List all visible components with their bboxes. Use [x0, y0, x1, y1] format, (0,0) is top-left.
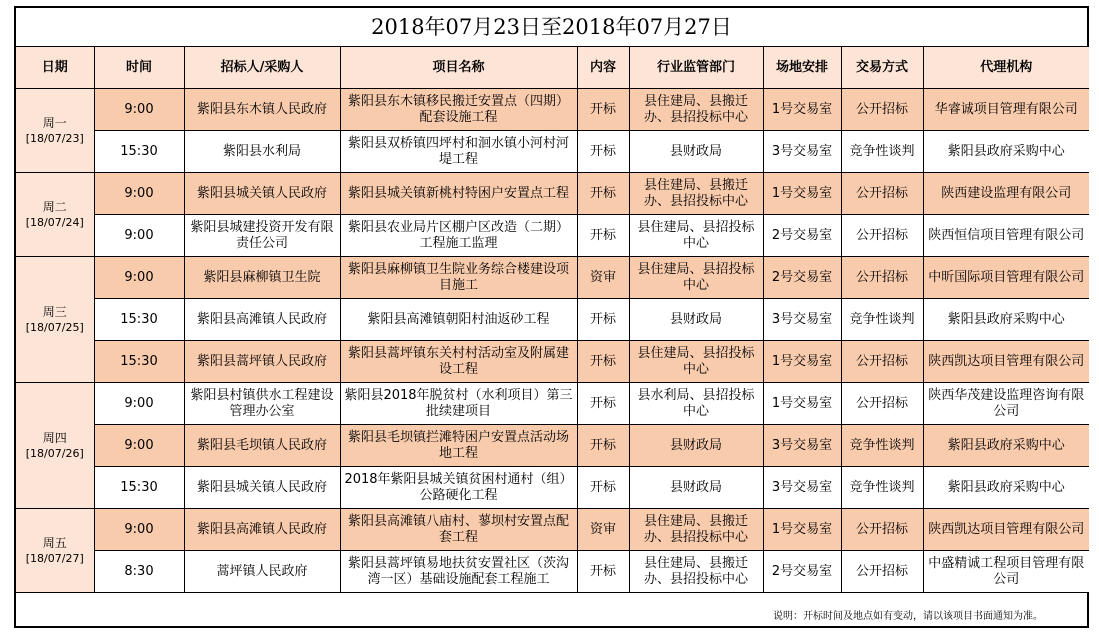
agent-cell: 陕西凯达项目管理有限公司 [923, 509, 1089, 551]
project-cell: 紫阳县农业局片区棚户区改造（二期）工程施工监理 [340, 215, 577, 257]
time-cell: 9:00 [94, 257, 184, 299]
table-row [16, 509, 1089, 551]
venue-cell: 1号交易室 [763, 509, 841, 551]
dept-cell: 县住建局、县搬迁办、县招投标中心 [629, 551, 763, 593]
dept-cell: 县住建局、县搬迁办、县招投标中心 [629, 89, 763, 131]
content-cell: 开标 [577, 341, 629, 383]
project-cell: 紫阳县城关镇新桃村特困户安置点工程 [340, 173, 577, 215]
time-cell: 9:00 [94, 173, 184, 215]
agent-cell: 陕西建设监理有限公司 [923, 173, 1089, 215]
table-row [16, 425, 1089, 467]
table-row [16, 215, 1089, 257]
project-cell: 紫阳县2018年脱贫村（水利项目）第三批续建项目 [340, 383, 577, 425]
project-cell: 紫阳县毛坝镇拦滩特困户安置点活动场地工程 [340, 425, 577, 467]
method-cell: 公开招标 [841, 173, 923, 215]
time-cell: 8:30 [94, 551, 184, 593]
header-project: 项目名称 [340, 47, 577, 89]
content-cell: 开标 [577, 425, 629, 467]
venue-cell: 3号交易室 [763, 425, 841, 467]
table-row [16, 299, 1089, 341]
method-cell: 公开招标 [841, 215, 923, 257]
content-cell: 开标 [577, 215, 629, 257]
table-row [16, 89, 1089, 131]
time-cell: 9:00 [94, 89, 184, 131]
table-row [16, 383, 1089, 425]
dept-cell: 县财政局 [629, 467, 763, 509]
agent-cell: 紫阳县政府采购中心 [923, 467, 1089, 509]
tenderer-cell: 紫阳县高滩镇人民政府 [184, 509, 340, 551]
method-cell: 公开招标 [841, 89, 923, 131]
dept-cell: 县住建局、县搬迁办、县招投标中心 [629, 173, 763, 215]
tenderer-cell: 紫阳县城建投资开发有限责任公司 [184, 215, 340, 257]
content-cell: 开标 [577, 131, 629, 173]
agent-cell: 紫阳县政府采购中心 [923, 299, 1089, 341]
tenderer-cell: 紫阳县麻柳镇卫生院 [184, 257, 340, 299]
table-row [16, 551, 1089, 593]
tenderer-cell: 蒿坪镇人民政府 [184, 551, 340, 593]
header-time: 时间 [94, 47, 184, 89]
venue-cell: 3号交易室 [763, 299, 841, 341]
content-cell: 开标 [577, 89, 629, 131]
dept-cell: 县财政局 [629, 131, 763, 173]
tenderer-cell: 紫阳县毛坝镇人民政府 [184, 425, 340, 467]
method-cell: 竞争性谈判 [841, 425, 923, 467]
header-tenderer: 招标人/采购人 [184, 47, 340, 89]
time-cell: 9:00 [94, 383, 184, 425]
project-cell: 紫阳县高滩镇八庙村、蓼坝村安置点配套工程 [340, 509, 577, 551]
agent-cell: 中昕国际项目管理有限公司 [923, 257, 1089, 299]
tenderer-cell: 紫阳县东木镇人民政府 [184, 89, 340, 131]
agent-cell: 陕西恒信项目管理有限公司 [923, 215, 1089, 257]
content-cell: 资审 [577, 509, 629, 551]
header-content: 内容 [577, 47, 629, 89]
day-cell: 周五 [18/07/27] [16, 509, 94, 593]
method-cell: 竞争性谈判 [841, 299, 923, 341]
tenderer-cell: 紫阳县蒿坪镇人民政府 [184, 341, 340, 383]
table-row [16, 467, 1089, 509]
day-cell: 周二 [18/07/24] [16, 173, 94, 257]
project-cell: 紫阳县蒿坪镇东关村村活动室及附属建设工程 [340, 341, 577, 383]
note-text: 说明：开标时间及地点如有变动，请以该项目书面通知为准。 [773, 611, 1043, 622]
agent-cell: 中盛精诚工程项目管理有限公司 [923, 551, 1089, 593]
footer-note [16, 593, 1087, 630]
venue-cell: 2号交易室 [763, 215, 841, 257]
venue-cell: 2号交易室 [763, 551, 841, 593]
time-cell: 9:00 [94, 215, 184, 257]
content-cell: 开标 [577, 551, 629, 593]
dept-cell: 县财政局 [629, 299, 763, 341]
header-dept: 行业监管部门 [629, 47, 763, 89]
tenderer-cell: 紫阳县水利局 [184, 131, 340, 173]
content-cell: 资审 [577, 257, 629, 299]
dept-cell: 县水利局、县招投标中心 [629, 383, 763, 425]
time-cell: 15:30 [94, 299, 184, 341]
header-row [16, 47, 1089, 89]
method-cell: 公开招标 [841, 509, 923, 551]
method-cell: 公开招标 [841, 551, 923, 593]
dept-cell: 县住建局、县搬迁办、县招投标中心 [629, 509, 763, 551]
method-cell: 公开招标 [841, 257, 923, 299]
project-cell: 紫阳县麻柳镇卫生院业务综合楼建设项目施工 [340, 257, 577, 299]
project-cell: 紫阳县蒿坪镇易地扶贫安置社区（茨沟湾一区）基础设施配套工程施工 [340, 551, 577, 593]
table-row [16, 341, 1089, 383]
tenderer-cell: 紫阳县高滩镇人民政府 [184, 299, 340, 341]
agent-cell: 紫阳县政府采购中心 [923, 425, 1089, 467]
day-cell: 周一 [18/07/23] [16, 89, 94, 173]
venue-cell: 1号交易室 [763, 89, 841, 131]
venue-cell: 1号交易室 [763, 341, 841, 383]
schedule-table [16, 47, 1089, 593]
agent-cell: 紫阳县政府采购中心 [923, 131, 1089, 173]
header-date: 日期 [16, 47, 94, 89]
day-cell: 周四 [18/07/26] [16, 383, 94, 509]
venue-cell: 1号交易室 [763, 173, 841, 215]
time-cell: 15:30 [94, 467, 184, 509]
venue-cell: 3号交易室 [763, 467, 841, 509]
header-venue: 场地安排 [763, 47, 841, 89]
venue-cell: 1号交易室 [763, 383, 841, 425]
page-title: 2018年07月23日至2018年07月27日 [16, 8, 1087, 47]
agent-cell: 华睿诚项目管理有限公司 [923, 89, 1089, 131]
project-cell: 2018年紫阳县城关镇贫困村通村（组）公路硬化工程 [340, 467, 577, 509]
method-cell: 公开招标 [841, 383, 923, 425]
dept-cell: 县住建局、县招投标中心 [629, 257, 763, 299]
tenderer-cell: 紫阳县城关镇人民政府 [184, 467, 340, 509]
time-cell: 9:00 [94, 425, 184, 467]
dept-cell: 县财政局 [629, 425, 763, 467]
tenderer-cell: 紫阳县城关镇人民政府 [184, 173, 340, 215]
method-cell: 公开招标 [841, 341, 923, 383]
agent-cell: 陕西凯达项目管理有限公司 [923, 341, 1089, 383]
project-cell: 紫阳县高滩镇朝阳村油返砂工程 [340, 299, 577, 341]
content-cell: 开标 [577, 467, 629, 509]
day-cell: 周三 [18/07/25] [16, 257, 94, 383]
table-row [16, 131, 1089, 173]
dept-cell: 县住建局、县招投标中心 [629, 215, 763, 257]
table-row [16, 257, 1089, 299]
header-method: 交易方式 [841, 47, 923, 89]
header-agent: 代理机构 [923, 47, 1089, 89]
method-cell: 竞争性谈判 [841, 131, 923, 173]
venue-cell: 3号交易室 [763, 131, 841, 173]
agent-cell: 陕西华茂建设监理咨询有限公司 [923, 383, 1089, 425]
content-cell: 开标 [577, 383, 629, 425]
content-cell: 开标 [577, 173, 629, 215]
method-cell: 竞争性谈判 [841, 467, 923, 509]
content-cell: 开标 [577, 299, 629, 341]
project-cell: 紫阳县双桥镇四坪村和洄水镇小河村河堤工程 [340, 131, 577, 173]
tenderer-cell: 紫阳县村镇供水工程建设管理办公室 [184, 383, 340, 425]
table-row [16, 173, 1089, 215]
time-cell: 15:30 [94, 131, 184, 173]
project-cell: 紫阳县东木镇移民搬迁安置点（四期）配套设施工程 [340, 89, 577, 131]
time-cell: 9:00 [94, 509, 184, 551]
dept-cell: 县住建局、县招投标中心 [629, 341, 763, 383]
time-cell: 15:30 [94, 341, 184, 383]
schedule-sheet [14, 6, 1089, 628]
venue-cell: 2号交易室 [763, 257, 841, 299]
